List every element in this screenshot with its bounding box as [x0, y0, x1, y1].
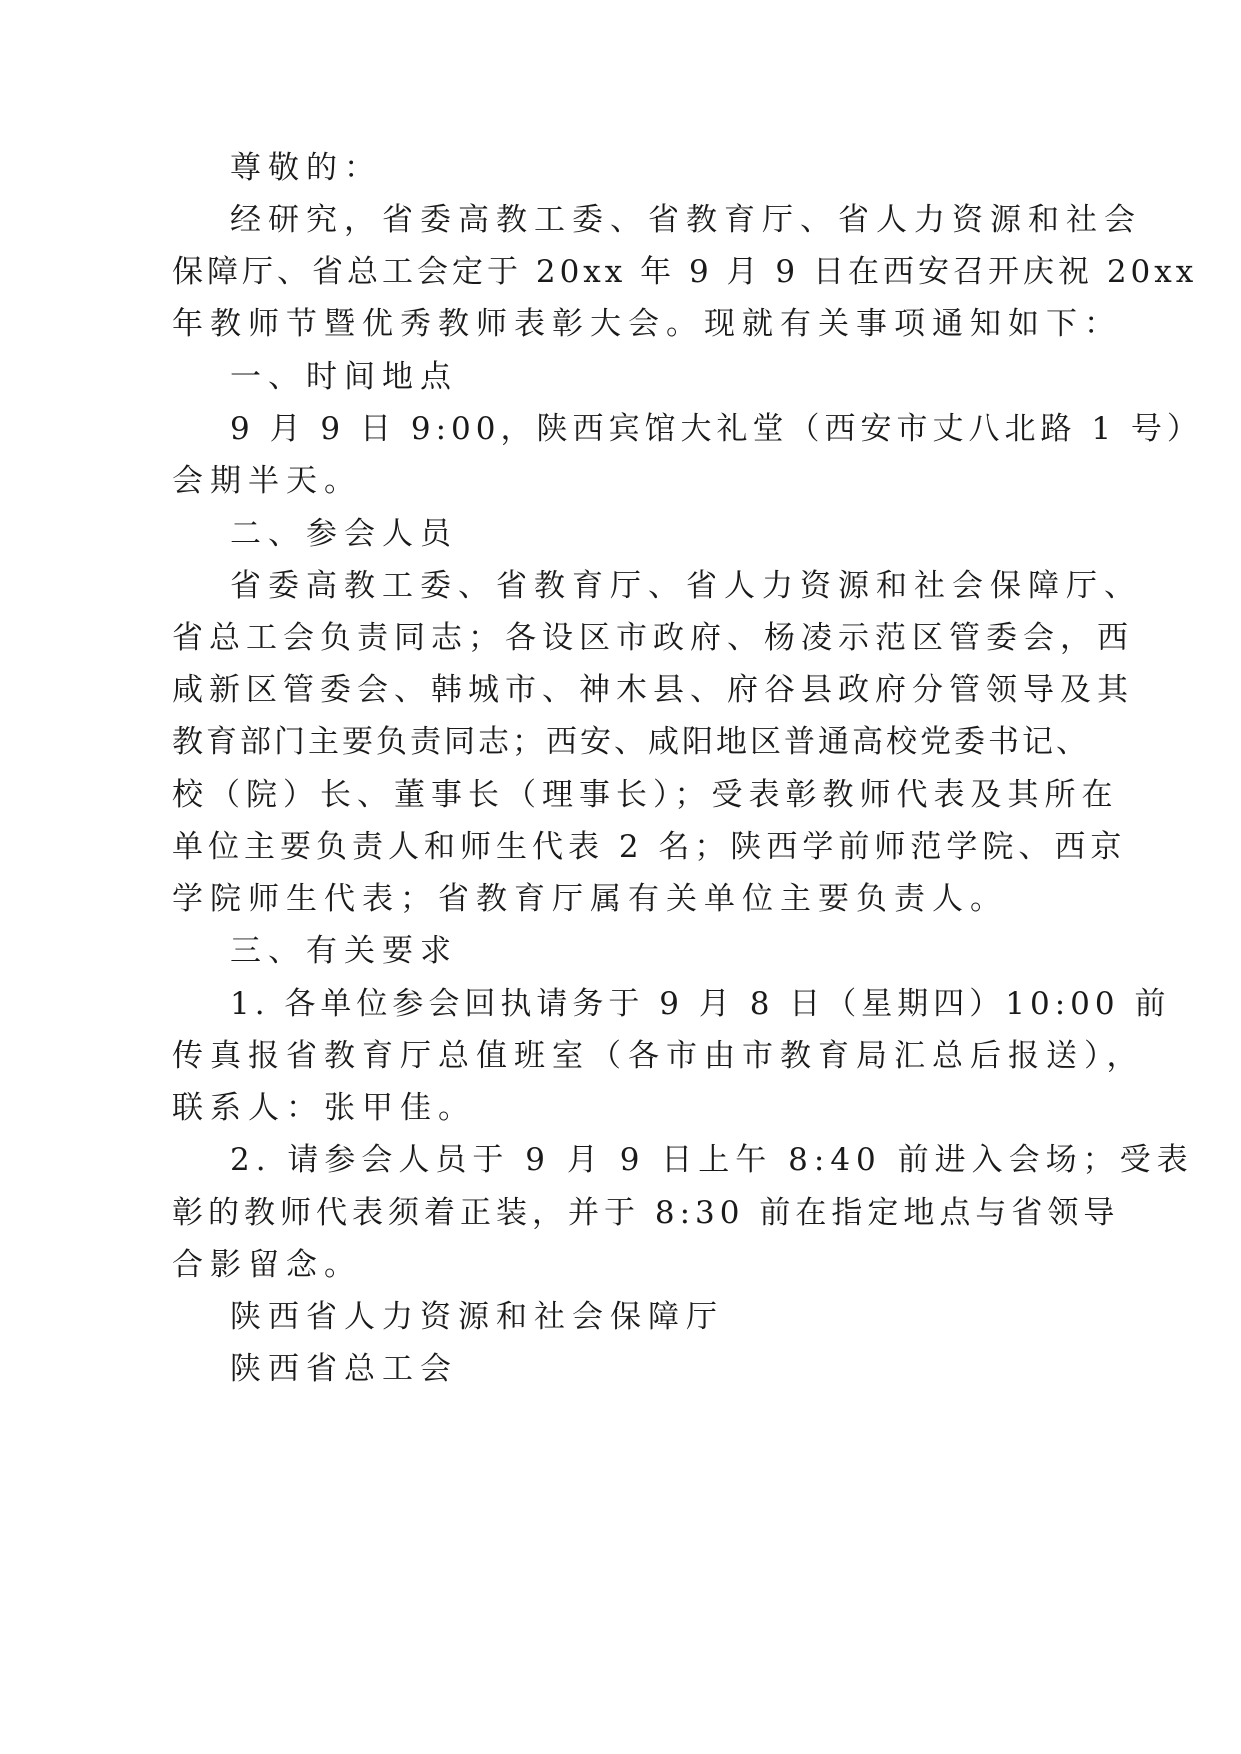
section-heading: 二、参会人员 [230, 516, 458, 552]
section-line: 咸新区管委会、韩城市、神木县、府谷县政府分管领导及其 [172, 672, 1134, 708]
intro-line: 年教师节暨优秀教师表彰大会。现就有关事项通知如下： [172, 306, 1122, 342]
section-line: 省总工会负责同志；各设区市政府、杨凌示范区管委会，西 [172, 620, 1134, 656]
greeting: 尊敬的： [230, 150, 382, 186]
section-line: 省委高教工委、省教育厅、省人力资源和社会保障厅、 [230, 568, 1142, 604]
signature-organization: 陕西省总工会 [230, 1351, 458, 1387]
section-heading: 一、时间地点 [230, 359, 458, 395]
requirement-line: 2. 请参会人员于 9 月 9 日上午 8:40 前进入会场；受表 [230, 1142, 1194, 1178]
requirement-line: 传真报省教育厅总值班室（各市由市教育局汇总后报送）， [172, 1038, 1145, 1074]
intro-line: 经研究，省委高教工委、省教育厅、省人力资源和社会 [230, 202, 1142, 238]
section-line: 单位主要负责人和师生代表 2 名；陕西学前师范学院、西京 [172, 829, 1127, 865]
section-line: 教育部门主要负责同志；西安、咸阳地区普通高校党委书记、 [172, 724, 1090, 760]
section-line: 学院师生代表；省教育厅属有关单位主要负责人。 [172, 881, 1008, 917]
requirement-line: 彰的教师代表须着正装，并于 8:30 前在指定地点与省领导 [172, 1195, 1120, 1231]
section-line: 校（院）长、董事长（理事长）；受表彰教师代表及其所在 [172, 777, 1119, 813]
section-heading: 三、有关要求 [230, 933, 458, 969]
section-line: 会期半天。 [172, 463, 362, 499]
requirement-line: 联系人：张甲佳。 [172, 1090, 476, 1126]
requirement-line: 1. 各单位参会回执请务于 9 月 8 日（星期四）10:00 前 [230, 986, 1171, 1022]
requirement-line: 合影留念。 [172, 1247, 362, 1283]
intro-line: 保障厅、省总工会定于 20xx 年 9 月 9 日在西安召开庆祝 20xx [172, 254, 1198, 290]
signature-organization: 陕西省人力资源和社会保障厅 [230, 1299, 724, 1335]
section-line: 9 月 9 日 9:00，陕西宾馆大礼堂（西安市丈八北路 1 号） [230, 411, 1203, 447]
